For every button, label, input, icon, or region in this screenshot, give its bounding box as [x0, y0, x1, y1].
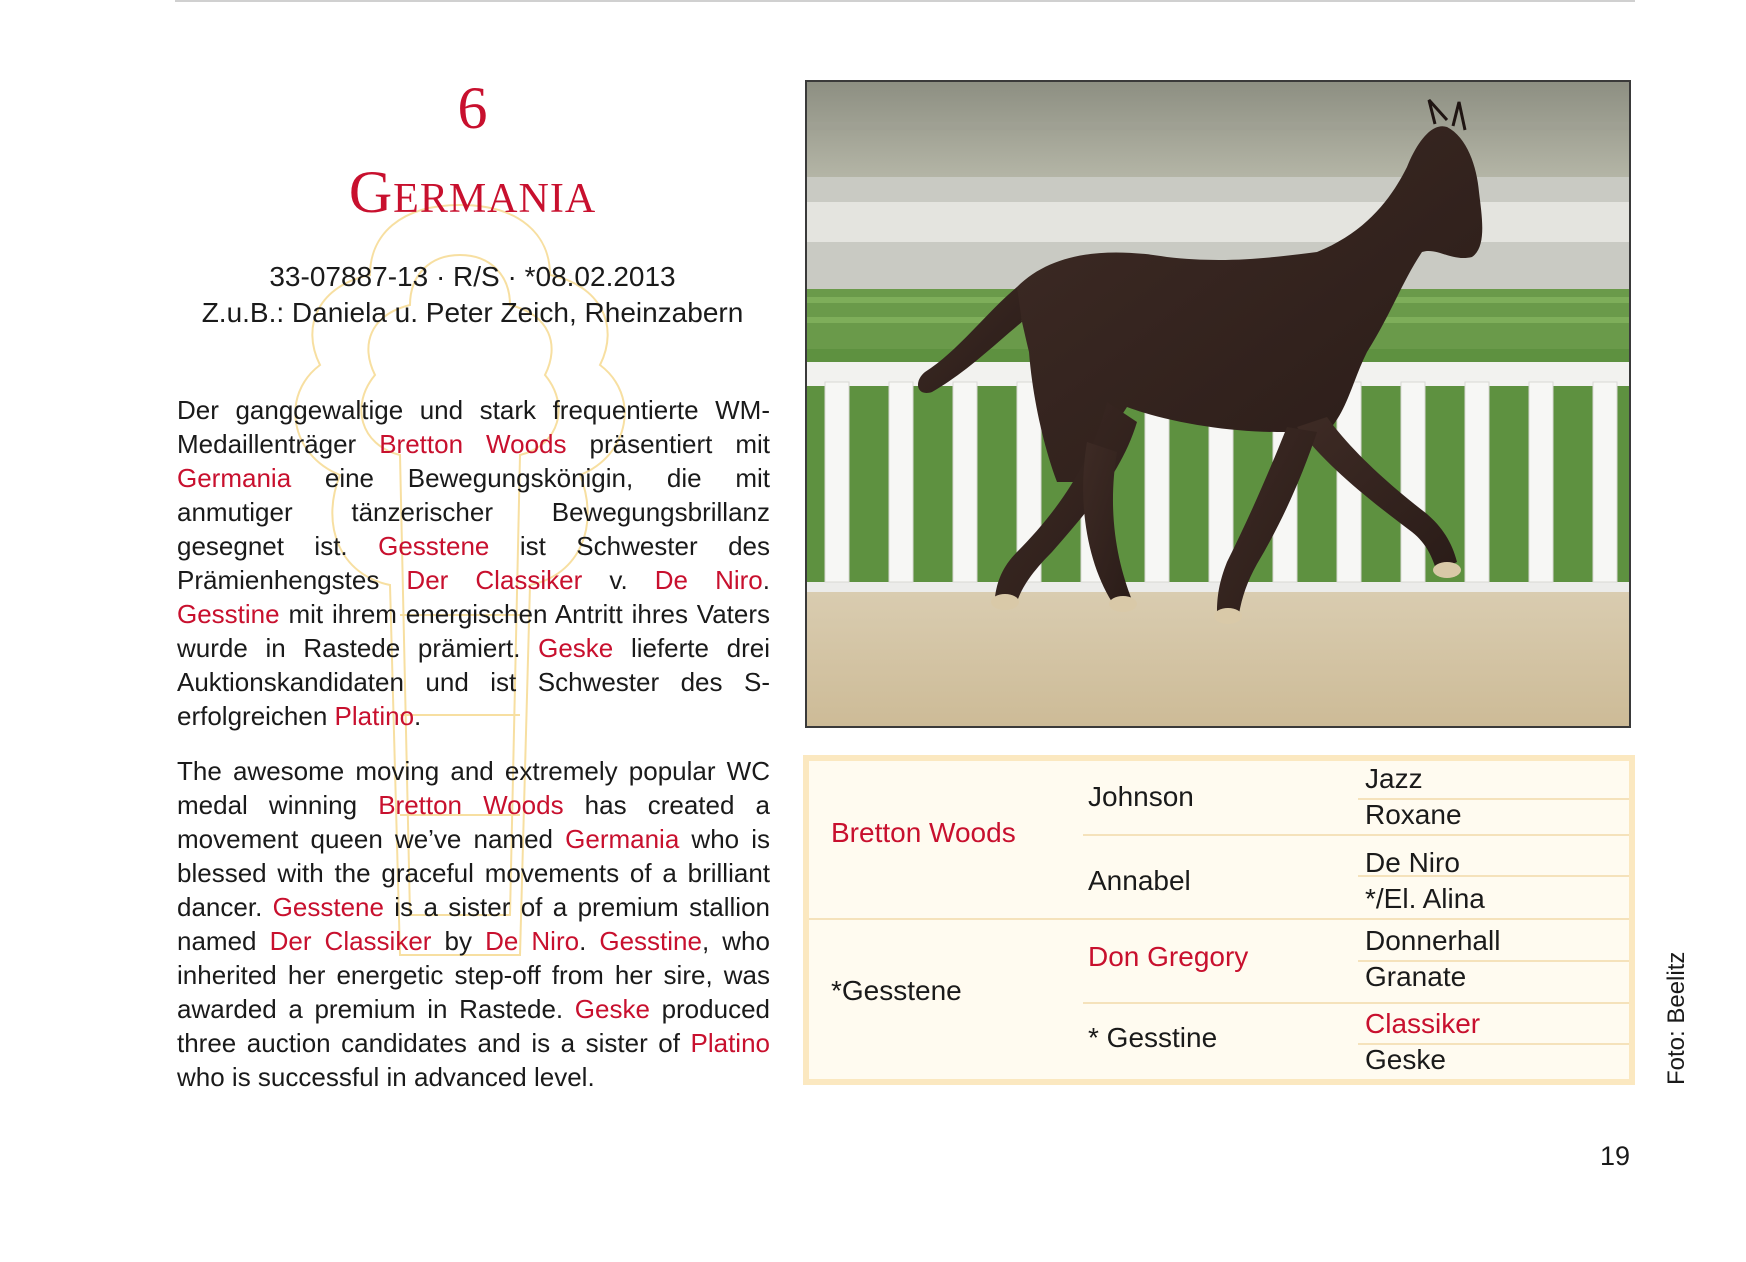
highlighted-name: Platino	[334, 701, 415, 731]
english-description	[177, 754, 770, 1094]
text-run: präsentiert mit	[566, 429, 770, 459]
text-run: v.	[582, 565, 655, 595]
pedigree-sire-dam: Annabel	[1088, 865, 1191, 896]
text-run: .	[414, 701, 422, 731]
highlighted-name: Geske	[538, 633, 614, 663]
page-number: 19	[1600, 1141, 1631, 1171]
text-run: produced three auction candidates and is a sister of	[177, 994, 770, 1058]
pedigree-dam-dam: * Gesstine	[1088, 1022, 1218, 1053]
highlighted-name: Der Classiker	[406, 565, 583, 595]
highlighted-name: De Niro	[654, 565, 763, 595]
pedigree-dam-sire: Don Gregory	[1088, 941, 1249, 972]
text-run: Der ganggewaltige und stark frequentierte WM-Medaillenträger	[177, 395, 770, 459]
pedigree-divider-main	[809, 918, 1629, 920]
highlighted-name: Germania	[565, 824, 680, 854]
text-run: has created a movement queen we’ve named	[177, 790, 770, 854]
pedigree-sss: Jazz	[1365, 763, 1423, 794]
text-run: eine Bewegungskönigin, die mit anmutiger tänzerischer Bewegungsbrillanz gesegnet ist.	[177, 463, 770, 561]
highlighted-name: Der Classiker	[269, 926, 432, 956]
highlighted-name: Bretton Woods	[379, 429, 567, 459]
highlighted-name: Gesstine	[599, 926, 702, 956]
highlighted-name: Gesstene	[378, 531, 490, 561]
pedigree-dss: Donnerhall	[1365, 925, 1501, 956]
text-run: mit ihrem energischen Antritt ihres Vaters wurde in Rastede prämiert.	[177, 599, 770, 663]
pedigree-inner	[809, 761, 1629, 1079]
pedigree-divider-sire	[1083, 834, 1629, 836]
registration-line: 33-07887-13 · R/S · *08.02.2013	[269, 261, 676, 292]
breeder-line: Z.u.B.: Daniela u. Peter Zeich, Rheinzabern	[201, 297, 744, 328]
pedigree-sire: Bretton Woods	[831, 817, 1016, 848]
text-run: .	[579, 926, 600, 956]
pedigree-dsd: Granate	[1365, 961, 1467, 992]
pedigree-dam: *Gesstene	[831, 975, 962, 1006]
text-run: by	[431, 926, 486, 956]
text-run: ist Schwester des Prämienhengstes	[177, 531, 770, 595]
pedigree-ddd: Geske	[1365, 1044, 1446, 1075]
highlighted-name: Platino	[690, 1028, 770, 1058]
text-run: lieferte drei Auktionskandidaten und ist Schwester des S-erfolgreichen	[177, 633, 770, 731]
text-run: The awesome moving and extremely popular WC medal winning	[177, 756, 770, 820]
highlighted-name: Gesstene	[272, 892, 384, 922]
text-run: who is blessed with the graceful movements of a brilliant dancer.	[177, 824, 771, 922]
pedigree-dds: Classiker	[1365, 1008, 1481, 1039]
highlighted-name: Gesstine	[177, 599, 280, 629]
lot-number: 6	[457, 75, 488, 141]
horse-meta	[175, 259, 770, 331]
horse-name: Germania	[348, 159, 597, 225]
horse-photo	[805, 80, 1631, 728]
highlighted-name: Geske	[574, 994, 650, 1024]
highlighted-name: De Niro	[485, 926, 580, 956]
pedigree-ssd: Roxane	[1365, 799, 1462, 830]
pedigree-sds: De Niro	[1365, 847, 1460, 878]
text-run: who is successful in advanced level.	[177, 1062, 595, 1092]
pedigree-divider-dam	[1083, 1002, 1629, 1004]
highlighted-name: Bretton Woods	[378, 790, 564, 820]
text-run: is a sister of a premium stallion named	[177, 892, 770, 956]
pedigree-table	[803, 755, 1635, 1085]
text-run: , who inherited her energetic step-off from her sire, was awarded a premium in Rastede.	[177, 926, 770, 1024]
text-run: .	[762, 565, 771, 595]
german-description	[177, 393, 770, 733]
pedigree-sdd: */El. Alina	[1365, 883, 1485, 914]
highlighted-name: Germania	[177, 463, 292, 493]
top-rule	[175, 0, 1635, 2]
photo-credit: Foto: Beelitz	[1663, 951, 1690, 1085]
pedigree-sire-sire: Johnson	[1088, 781, 1194, 812]
